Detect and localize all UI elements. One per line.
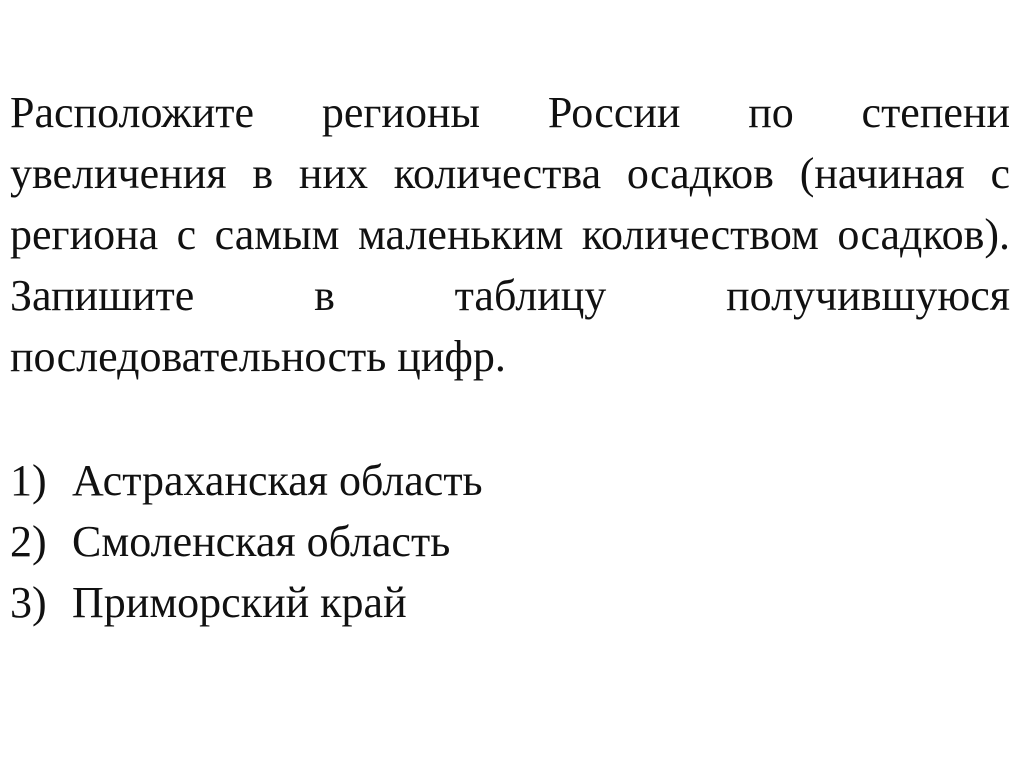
slide [10,0,1010,767]
question-text: Расположите регионы России по степени увеличения в них количества осадков (начиная с региона с самым маленьким количеством осадков). Запишите в таблицу получившуюся последовательность цифр. [10,88,1010,381]
option-text: Астраханская область [72,456,483,505]
option-number: 3) [10,578,47,627]
option-number: 2) [10,517,47,566]
options-list [10,450,1010,633]
option-text: Приморский край [72,578,407,627]
list-item [10,511,1010,572]
option-number: 1) [10,456,47,505]
list-item [10,450,1010,511]
option-text: Смоленская область [72,517,451,566]
list-item [10,572,1010,633]
